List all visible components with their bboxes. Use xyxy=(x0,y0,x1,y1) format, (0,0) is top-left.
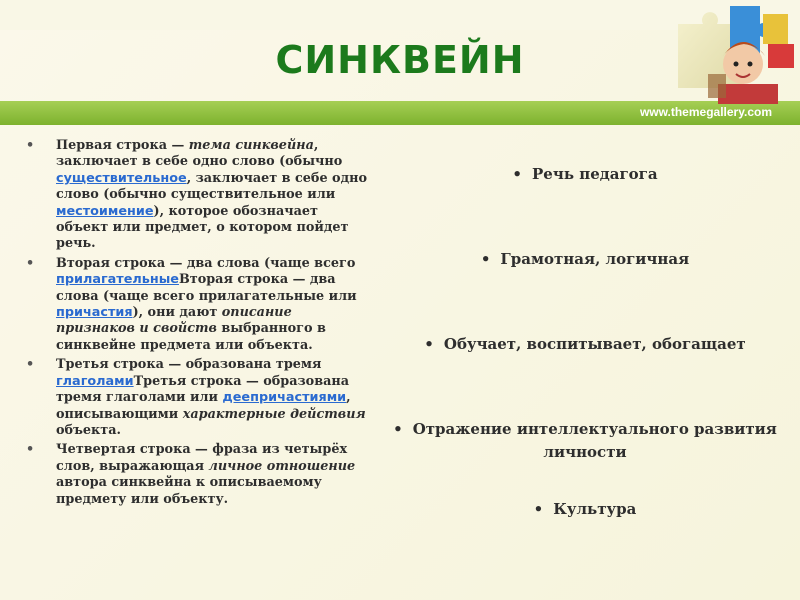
right-bullet-item xyxy=(375,163,795,186)
body-text: Третья строка — образована тремя глаголами или xyxy=(56,373,350,406)
bullet-label: Обучает, воспитывает, обогащает xyxy=(443,335,746,353)
body-text: Вторая строка — два слова (чаще всего xyxy=(56,255,356,271)
slide-title: СИНКВЕЙН xyxy=(275,38,525,82)
term-link[interactable]: деепричастиями xyxy=(222,390,347,406)
bullet-icon: • xyxy=(424,335,434,353)
bullet-label: Отражение интеллектуального развития личности xyxy=(412,420,777,461)
bullet-icon: • xyxy=(480,250,491,268)
body-text: Четвертая строка — фраза из четырёх слов, выражающая xyxy=(56,442,348,474)
body-text: Третья строка — образована тремя xyxy=(56,357,322,373)
right-bullet-item xyxy=(375,418,795,464)
list-item xyxy=(24,138,369,253)
right-bullet-item xyxy=(375,333,795,356)
body-text: объекта. xyxy=(56,422,121,438)
definition-list xyxy=(24,138,369,508)
bullet-label: Речь педагога xyxy=(532,165,658,183)
website-url: www.themegallery.com xyxy=(639,105,772,119)
emphasis-text: характерные действия xyxy=(182,406,366,422)
term-link[interactable]: местоимение xyxy=(56,203,154,219)
bullet-icon: • xyxy=(393,420,403,438)
body-text: ), которое обозначает объект или предмет, о котором пойдет речь. xyxy=(56,203,349,252)
bullet-label: Культура xyxy=(553,500,637,518)
body-text: ), они дают xyxy=(132,305,222,321)
header-band xyxy=(0,101,800,125)
right-bullet-item xyxy=(375,498,795,521)
body-text: выбранного в синквейне предмета или объекта. xyxy=(56,321,326,353)
bullet-icon: • xyxy=(512,165,523,183)
term-link[interactable]: причастия xyxy=(56,305,133,321)
body-text: , заключает в себе одно слово (обычно xyxy=(56,138,343,170)
right-bullet-item xyxy=(375,248,795,271)
term-link[interactable]: существительное xyxy=(56,170,187,186)
body-text: , описывающими xyxy=(56,390,351,422)
body-text: автора синквейна к описываемому предмету или объекту. xyxy=(56,475,322,507)
emphasis-text: личное отношение xyxy=(208,458,356,474)
emphasis-text: тема синквейна xyxy=(188,138,314,153)
list-item xyxy=(24,442,369,508)
term-link[interactable]: прилагательные xyxy=(56,272,179,288)
bullet-icon: • xyxy=(533,500,544,518)
puzzle-image xyxy=(668,4,798,104)
left-column xyxy=(24,138,369,511)
bullet-label: Грамотная, логичная xyxy=(500,250,690,268)
list-item xyxy=(24,256,369,354)
emphasis-text: описание признаков и свойств xyxy=(56,305,292,337)
body-text: Вторая строка — два слова (чаще всего прилагательные или xyxy=(56,272,357,304)
body-text: Первая строка — xyxy=(56,138,189,153)
term-link[interactable]: глаголами xyxy=(56,373,134,389)
body-text: , заключает в себе одно слово (обычно существительное или xyxy=(56,170,368,203)
list-item xyxy=(24,357,369,439)
